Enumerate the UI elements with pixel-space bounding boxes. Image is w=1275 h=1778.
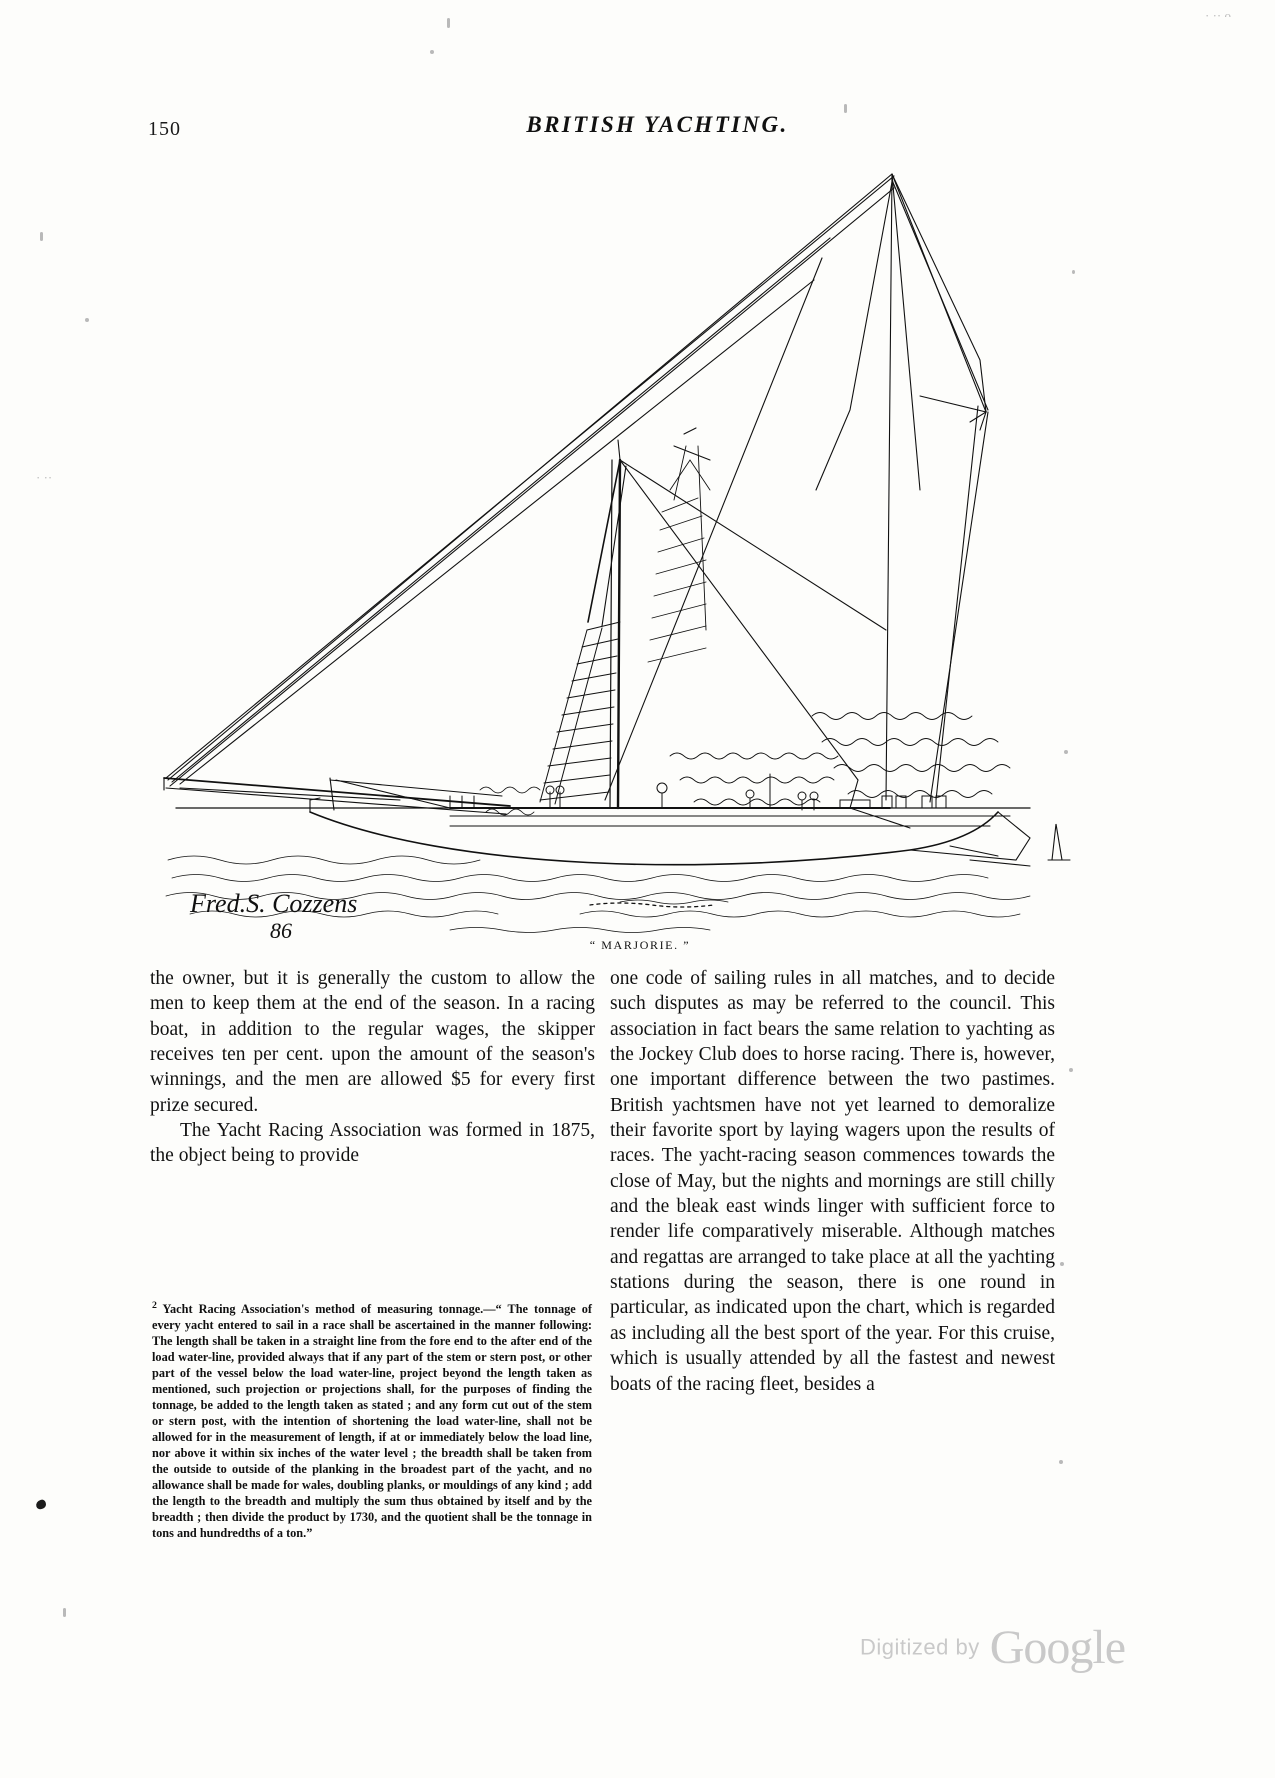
scan-speck <box>1069 1068 1073 1072</box>
scan-speck <box>1060 1262 1064 1266</box>
artist-signature-text: Fred.S. Cozzens <box>190 889 358 918</box>
watermark-digitized-by: Digitized by <box>860 1634 980 1660</box>
scan-edge-mark: · ·· ᴖ <box>1205 8 1231 23</box>
watermark-provider: Google <box>989 1621 1126 1674</box>
paragraph: the owner, but it is generally the custom to allow the men to keep them at the end of the season. In a racing boat, in addition to the regular wages, the skipper receives ten per cent. upon the amount of the season's winnings, and the men are allowed $5 for every first prize secured. <box>150 968 595 1116</box>
body-column-left <box>150 966 595 1169</box>
scan-speck <box>447 18 450 28</box>
paragraph-text: The Yacht Racing Association was formed in 1875, the object being to provide <box>150 1120 595 1167</box>
scan-speck <box>1059 1460 1063 1464</box>
scan-speck <box>40 232 43 241</box>
scan-ink-blot <box>35 1499 47 1510</box>
scan-edge-mark: · ·· <box>36 470 53 485</box>
paragraph: one code of sailing rules in all matches, and to decide such disputes as may be referred to the council. This association in fact bears the same relation to yachting as the Jockey Club does to horse racing. There is, however, one important difference between the two pastimes. British yachtsmen have not yet learned to demoralize their favorite sport by laying wagers upon the results of races. The yacht-racing season commences towards the close of May, but the nights and mornings are still chilly and the bleak east winds linger with sufficient force to render life comparatively miserable. Although matches and regattas are arranged to take place at all the yachting stations during the season, there is one round in particular, as indicated upon the chart, which is regarded as including all the best sport of the year. For this cruise, which is usually attended by all the fastest and newest boats of the racing fleet, besides a <box>610 968 1055 1395</box>
scan-speck <box>85 318 89 322</box>
artist-year-text: 86 <box>270 918 292 943</box>
body-column-right <box>610 966 1055 1397</box>
footnote-text: Yacht Racing Association's method of measuring tonnage.—“ The tonnage of every yacht entered to sail in a race shall be ascertained in the manner following: The length shall be taken in a straight line from the fore end to the after end of the load water-line, provided always that if any part of the stem or stern post, or other part of the vessel below the load water-line, project beyond the length taken as mentioned, such projection or projections shall, for the purposes of finding the tonnage, be added to the length taken as stated ; and any form cut out of the stem or stern post, with the intention of shortening the load water-line, shall not be allowed for in the measurement of length, if at or immediately below the load line, nor above it within six inches of the water level ; the breadth shall be taken from the outside to outside of the planking in the broadest part of the yacht, and no allowance shall be made for wales, doubling planks, or mouldings of any kind ; add the length to the breadth and multiply the sum thus obtained by itself and by the breadth ; then divide the product by 1730, and the quotient shall be the tonnage in tons and hundredths of a ton.” <box>152 1302 592 1540</box>
footnote-marker: 2 <box>152 1300 157 1311</box>
scan-speck <box>63 1608 66 1617</box>
running-head: BRITISH YACHTING. <box>526 112 789 137</box>
yacht-illustration <box>150 160 1130 950</box>
footnote <box>152 1300 592 1542</box>
page-number: 150 <box>148 118 181 140</box>
plate-caption: “ MARJORIE. ” <box>589 938 691 952</box>
paragraph <box>150 1118 595 1169</box>
digitization-watermark <box>860 1620 1125 1675</box>
scan-speck <box>430 50 434 54</box>
